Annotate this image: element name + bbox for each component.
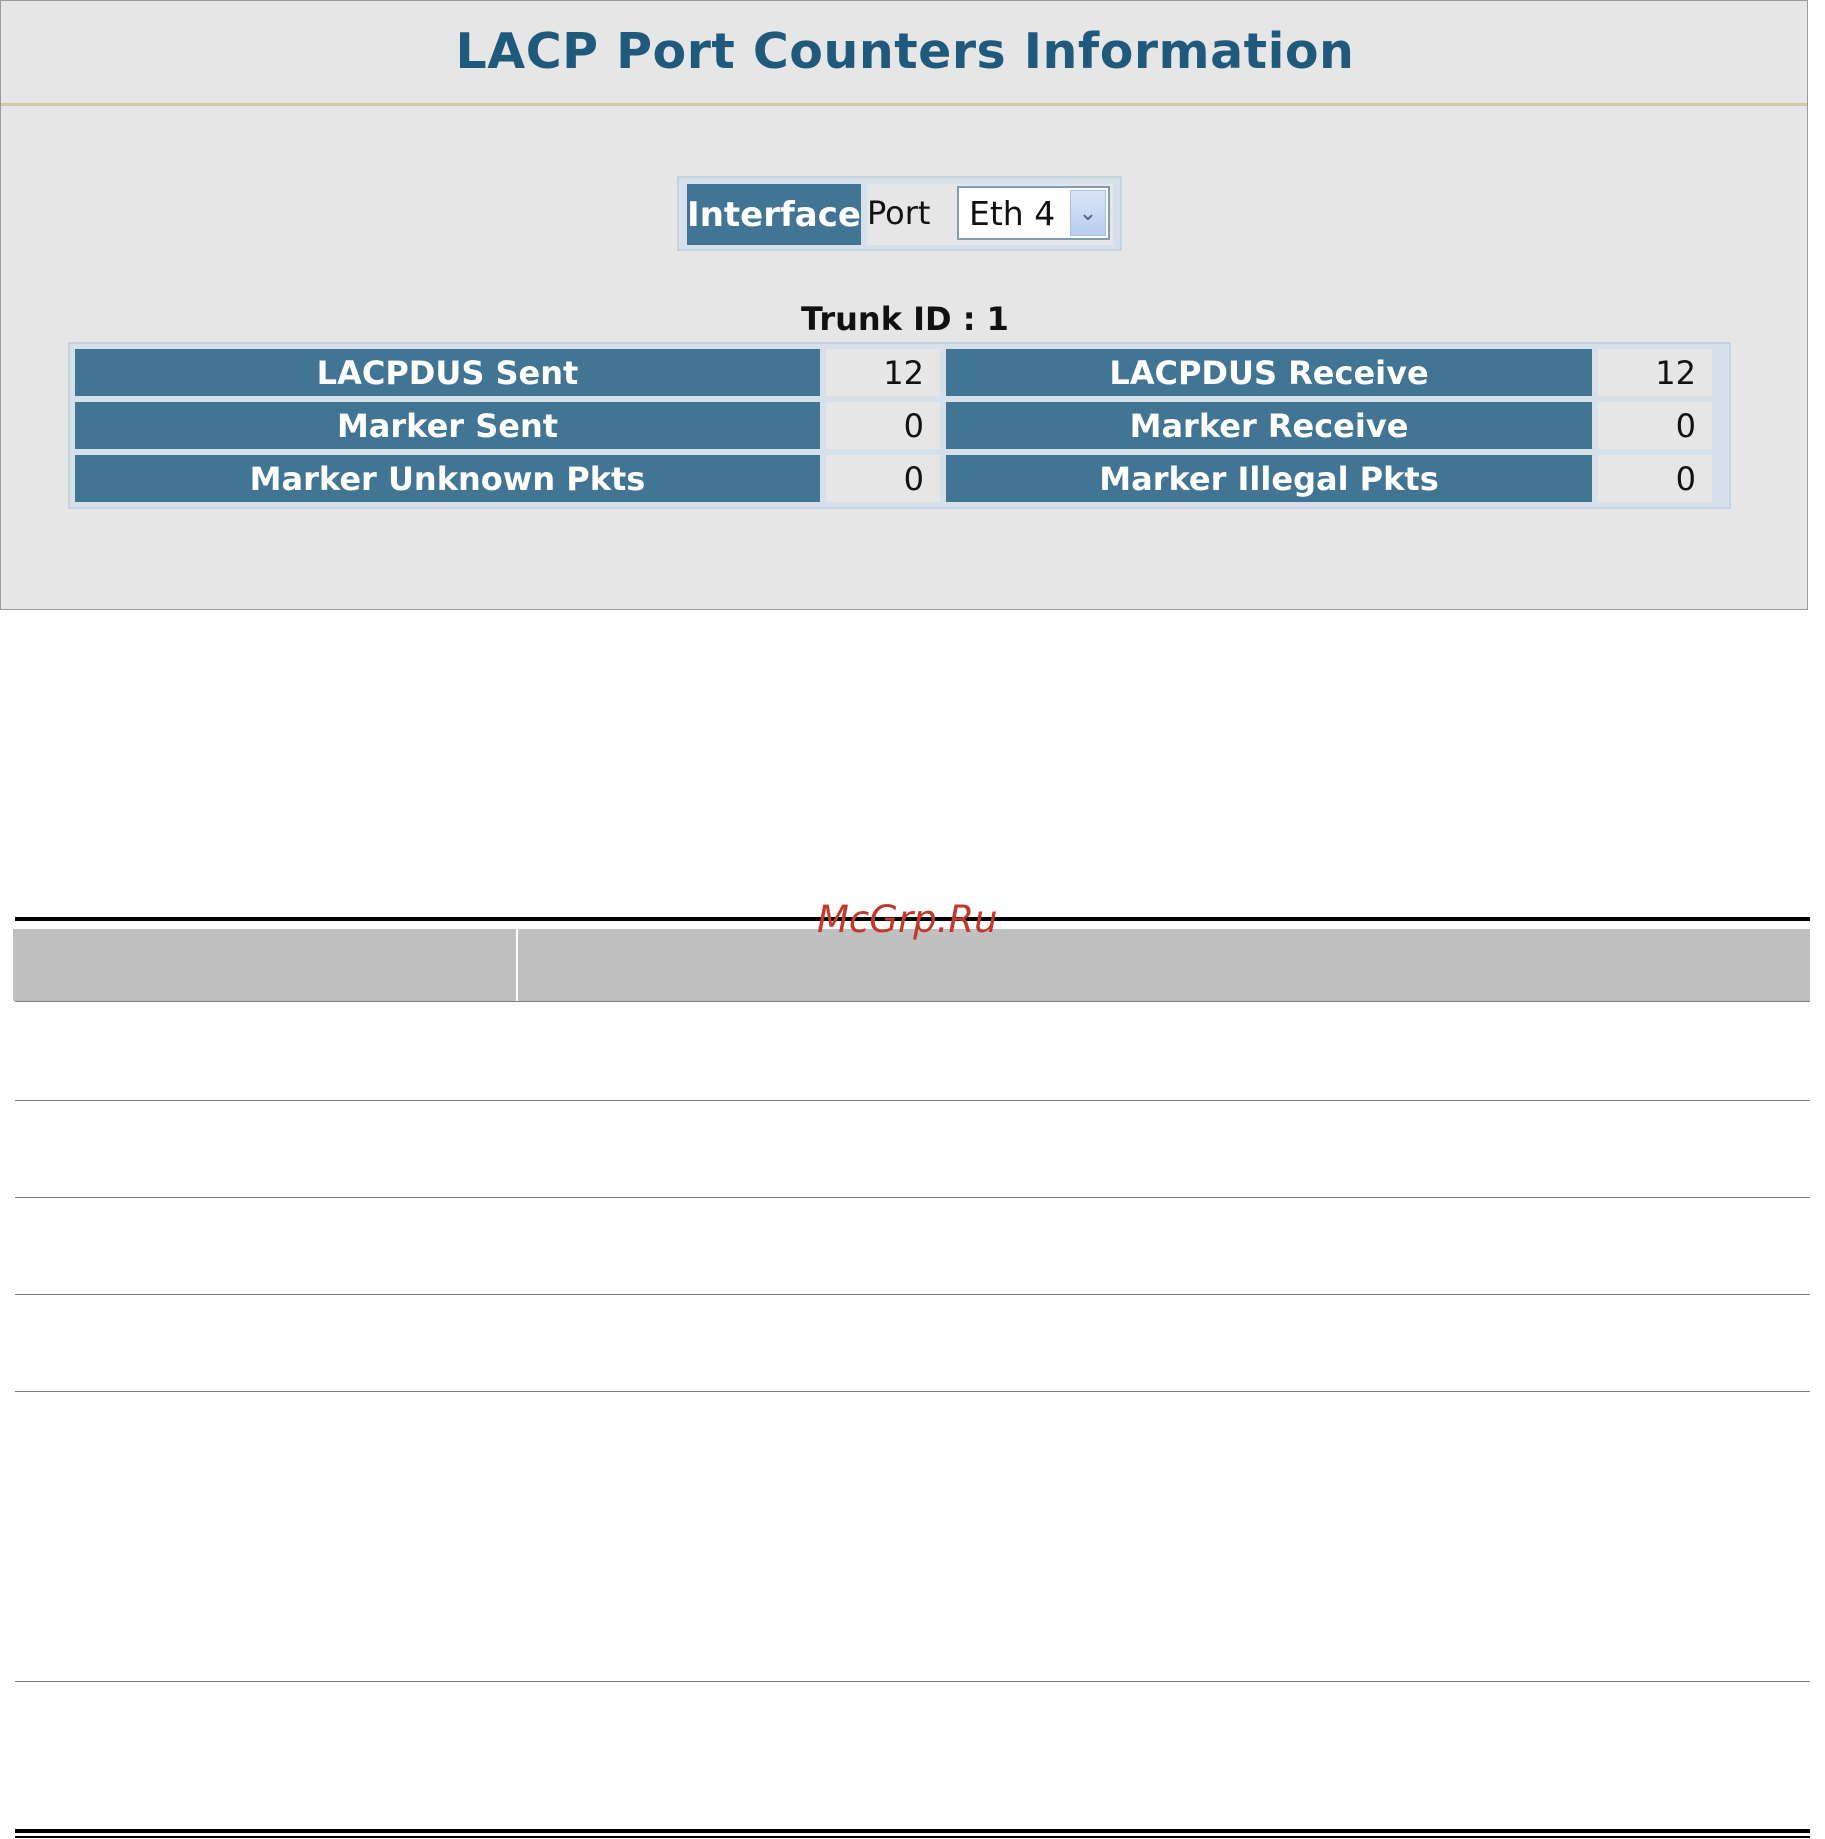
table-row-line: [15, 1294, 1810, 1295]
chevron-down-icon[interactable]: ⌄: [1070, 190, 1106, 236]
interface-label: Interface: [687, 184, 861, 245]
table-row-line: [15, 1100, 1810, 1101]
counter-value-marker-unknown-pkts: 0: [826, 455, 940, 502]
table-row-line: [15, 1681, 1810, 1682]
interface-selector: [677, 176, 1122, 251]
counter-label-marker-illegal-pkts: Marker Illegal Pkts: [946, 455, 1592, 502]
doc-table-header-divider: [516, 929, 518, 1001]
port-label: Port: [867, 194, 931, 232]
counters-table: [68, 342, 1731, 509]
counter-value-lacpdus-sent: 12: [826, 349, 940, 396]
table-row-line: [15, 1197, 1810, 1198]
counter-value-marker-receive: 0: [1598, 402, 1712, 449]
counter-label-lacpdus-sent: LACPDUS Sent: [75, 349, 820, 396]
trunk-id: Trunk ID : 1: [801, 300, 1009, 338]
watermark: McGrp.Ru: [817, 898, 998, 941]
table-bottom-rule: [15, 1829, 1810, 1833]
counter-label-marker-receive: Marker Receive: [946, 402, 1592, 449]
title-divider: [1, 103, 1807, 106]
port-select-value: Eth 4: [969, 194, 1056, 233]
table-bottom-rule-thin: [15, 1836, 1810, 1838]
counter-label-marker-unknown-pkts: Marker Unknown Pkts: [75, 455, 820, 502]
table-row-line: [15, 1001, 1810, 1002]
table-row-line: [15, 1391, 1810, 1392]
lacp-counters-panel: [0, 0, 1808, 610]
counter-label-lacpdus-receive: LACPDUS Receive: [946, 349, 1592, 396]
port-select[interactable]: [957, 186, 1110, 240]
counter-value-marker-sent: 0: [826, 402, 940, 449]
counter-value-marker-illegal-pkts: 0: [1598, 455, 1712, 502]
counter-value-lacpdus-receive: 12: [1598, 349, 1712, 396]
page-title: LACP Port Counters Information: [455, 23, 1355, 80]
counter-label-marker-sent: Marker Sent: [75, 402, 820, 449]
